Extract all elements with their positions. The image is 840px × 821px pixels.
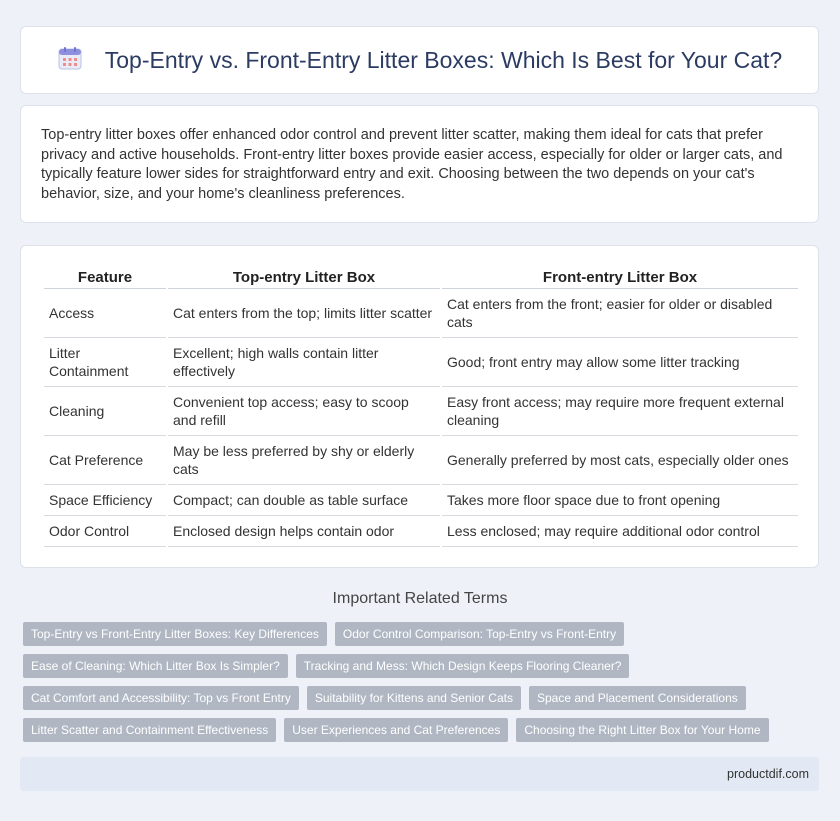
related-term-tag[interactable]: Litter Scatter and Containment Effectiveness	[23, 718, 276, 742]
table-cell: Easy front access; may require more frequent external cleaning	[442, 387, 798, 436]
footer	[20, 757, 819, 791]
table-cell: Takes more floor space due to front opening	[442, 485, 798, 516]
table-cell: May be less preferred by shy or elderly cats	[168, 436, 440, 485]
table-cell: Access	[44, 289, 166, 338]
table-cell: Cat enters from the front; easier for older or disabled cats	[442, 289, 798, 338]
header-card	[20, 26, 819, 94]
related-term-tag[interactable]: Tracking and Mess: Which Design Keeps Flooring Cleaner?	[296, 654, 630, 678]
tag-row	[23, 654, 823, 678]
page-title: Top-Entry vs. Front-Entry Litter Boxes: Which Is Best for Your Cat?	[104, 46, 783, 73]
table-cell: Litter Containment	[44, 338, 166, 387]
tag-row	[23, 718, 823, 742]
tag-row	[23, 622, 823, 646]
comparison-table	[42, 266, 800, 547]
table-header-row	[44, 266, 798, 289]
table-header-cell: Front-entry Litter Box	[442, 266, 798, 289]
tag-row	[23, 686, 823, 710]
table-cell: Space Efficiency	[44, 485, 166, 516]
related-term-tag[interactable]: Choosing the Right Litter Box for Your Home	[516, 718, 768, 742]
table-header-cell: Feature	[44, 266, 166, 289]
table-cell: Excellent; high walls contain litter effectively	[168, 338, 440, 387]
related-terms-tags	[23, 622, 823, 750]
table-header-cell: Top-entry Litter Box	[168, 266, 440, 289]
table-cell: Odor Control	[44, 516, 166, 547]
table-cell: Less enclosed; may require additional odor control	[442, 516, 798, 547]
table-cell: Generally preferred by most cats, especially older ones	[442, 436, 798, 485]
related-term-tag[interactable]: User Experiences and Cat Preferences	[284, 718, 508, 742]
table-cell: Good; front entry may allow some litter tracking	[442, 338, 798, 387]
table-cell: Cat Preference	[44, 436, 166, 485]
table-cell: Cleaning	[44, 387, 166, 436]
table-cell: Enclosed design helps contain odor	[168, 516, 440, 547]
intro-card	[20, 105, 819, 223]
related-term-tag[interactable]: Space and Placement Considerations	[529, 686, 746, 710]
table-cell: Convenient top access; easy to scoop and refill	[168, 387, 440, 436]
table-cell: Cat enters from the top; limits litter scatter	[168, 289, 440, 338]
related-terms-title: Important Related Terms	[332, 590, 508, 607]
related-term-tag[interactable]: Cat Comfort and Accessibility: Top vs Front Entry	[23, 686, 299, 710]
related-term-tag[interactable]: Ease of Cleaning: Which Litter Box Is Simpler?	[23, 654, 288, 678]
related-term-tag[interactable]: Odor Control Comparison: Top-Entry vs Front-Entry	[335, 622, 624, 646]
comparison-table-card	[20, 245, 819, 568]
table-row	[44, 436, 798, 485]
table-row	[44, 516, 798, 547]
calendar-icon	[57, 45, 83, 76]
intro-paragraph: Top-entry litter boxes offer enhanced odor control and prevent litter scatter, making them ideal for cats that prefer privacy and active households. Front-entry litter boxes provide easier access, especially for older or larger cats, and typically feature lower sides for straightforward entry and exit. Choosing between the two depends on your cat's behavior, size, and your home's cleanliness preferences.	[41, 127, 783, 202]
table-row	[44, 289, 798, 338]
table-row	[44, 485, 798, 516]
table-row	[44, 387, 798, 436]
related-term-tag[interactable]: Top-Entry vs Front-Entry Litter Boxes: Key Differences	[23, 622, 327, 646]
table-row	[44, 338, 798, 387]
footer-site-link[interactable]: productdif.com	[727, 767, 809, 781]
related-term-tag[interactable]: Suitability for Kittens and Senior Cats	[307, 686, 521, 710]
table-cell: Compact; can double as table surface	[168, 485, 440, 516]
